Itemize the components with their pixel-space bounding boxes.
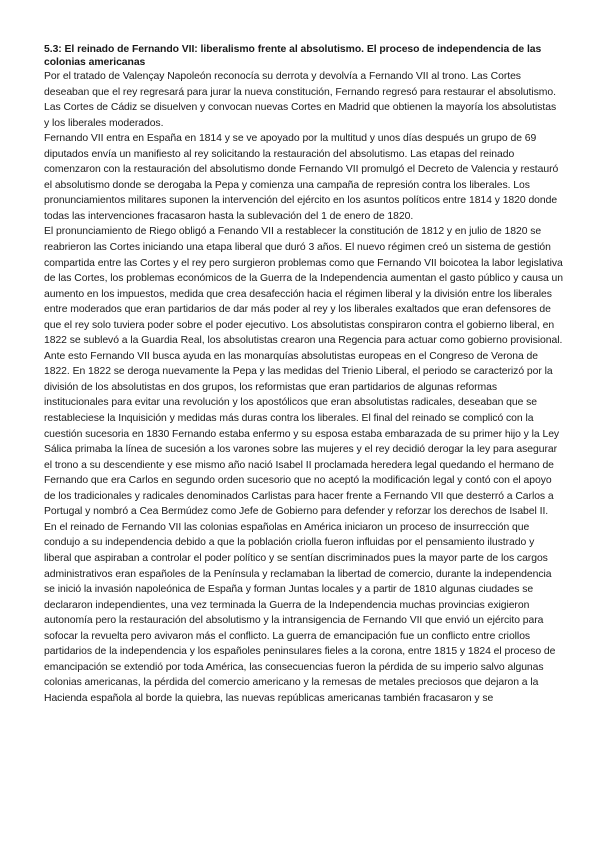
paragraph-absolutism: Fernando VII entra en España en 1814 y se ve apoyado por la multitud y unos días después un grupo de 69 diputados envía un manifiesto al rey solicitando la restauración del absolutismo. Las etapas del reinado comenzaron con la restauración del absolutismo donde Fernando VII promulgó el Decreto de Valencia y restauró el absolutismo donde se derogaba la Pepa y comienza una campaña de represión contra los liberales. Los pronunciamientos militares suponen la intervención del ejército en los asuntos políticos entre 1814 y 1820 donde todas las intervenciones fracasaron hasta la sublevación del 1 de enero de 1820. — [44, 133, 559, 222]
paragraph-american-colonies: En el reinado de Fernando VII las colonias españolas en América iniciaron un proceso de insurrección que condujo a su independencia debido a que la población criolla fueron influidas por el pensamiento ilustrado y liberal que aspiraban a controlar el poder político y se sentían discriminados pues la mayor parte de los cargos administrativos eran españoles de la Península y reclamaban la libertad de comercio, durante la independencia se inició la invasión napoleónica de España y forman Juntas locales y a partir de 1810 algunas ciudades se declararon independientes, una vez terminada la Guerra de la Independencia muchas provincias exigieron autonomía pero la restauración del absolutismo y la intransigencia de Fernando VII que envió un ejército para sofocar la revuelta pero avivaron más el conflicto. La guerra de emancipación fue un conflicto entre criollos partidarios de la independencia y los españoles peninsulares fieles a la corona, entre 1815 y 1824 el proceso de emancipación se extendió por toda América, las consecuencias fueron la pérdida de su imperio salvo algunas colonias americanas, la pérdida del comercio americano y la remesas de metales preciosos que dejaron a la Hacienda española al borde la quiebra, las nuevas repúblicas americanas también fracasaron y se — [44, 521, 556, 704]
paragraph-liberal-triennium: El pronunciamiento de Riego obligó a Fenando VII a restablecer la constitución de 1812 y en julio de 1820 se reabrieron las Cortes iniciando una etapa liberal que duró 3 años. El nuevo régimen creó un sistema de gestión compartida entre las Cortes y el rey pero surgieron problemas como que Fernando VII boicotea la labor legislativa de las Cortes, los problemas económicos de la Guerra de la Independencia aumentan el gasto público y causa un aumento en los impuestos, medida que crea desafección hacia el régimen liberal y la división entre los liberales entre moderados que eran partidarios de dar más poder al rey y los liberales exaltados que eran defensores de que el rey solo tuviera poder sobre el poder ejecutivo. Los absolutistas conspiraron contra el gobierno liberal, en 1822 se sublevó a la Guardia Real, los absolutistas crearon una Regencia para actuar como gobierno provisional. Ante esto Fernando VII busca ayuda en las monarquías absolutistas europeas en el Congreso de Verona de 1822. En 1822 se deroga nuevamente la Pepa y las medidas del Trienio Liberal, el periodo se caracterizó por la división de los absolutistas en dos grupos, los reformistas que eran partidarios de algunas reformas institucionales para evitar una revolución y los apostólicos que eran absolutistas radicales, deseaban que se restableciese la Inquisición y medidas más duras contra los liberales. El final del reinado se complicó con la cuestión sucesoria en 1830 Fernando estaba enfermo y su esposa estaba embarazada de su primer hijo y la Ley Sálica primaba la línea de sucesión a los varones sobre las mujeres y el rey decidió derogar la ley para asegurar el trono a su descendiente y ese mismo año nació Isabel II proclamada heredera legal quedando el hermano de Fernando que era Carlos en segundo orden sucesorio que no aceptó la modificación legal y contó con el apoyo de los tradicionales y radicales denominados Carlistas para hacer frente a Fernando VII que desterró a Carlos a Portugal y nombró a Cea Bermúdez como Jefe de Gobierno para defender y reforzar los derechos de Isabel II. — [44, 226, 564, 518]
section-heading: 5.3: El reinado de Fernando VII: liberalismo frente al absolutismo. El proceso de independencia de las colonias americanas — [44, 44, 542, 68]
document-body — [44, 43, 564, 706]
paragraph-restoration: Por el tratado de Valençay Napoleón reconocía su derrota y devolvía a Fernando VII al trono. Las Cortes deseaban que el rey regresará para jurar la nueva constitución, Fernando regresó para restaurar el absolutismo. Las Cortes de Cádiz se disuelven y convocan nuevas Cortes en Madrid que obtienen la mayoría los absolutistas y los liberales moderados. — [44, 71, 557, 129]
